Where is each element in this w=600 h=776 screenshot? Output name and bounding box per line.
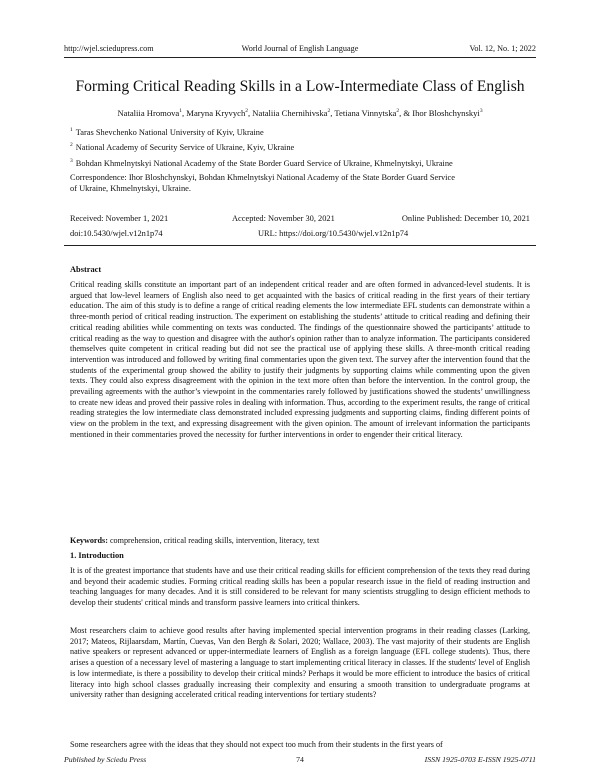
keywords-label: Keywords: [70, 536, 108, 545]
volume-info: Vol. 12, No. 1; 2022 [469, 44, 536, 53]
correspondence-line: Correspondence: Ihor Bloshchynskyi, Bohdan Khmelnytskyi National Academy of the State Border Guard Service [70, 173, 455, 182]
doi: doi:10.5430/wjel.v12n1p74 [70, 229, 163, 238]
author-name: Nataliia Chernihivska [252, 108, 328, 118]
author-affil-mark: 1 [179, 108, 182, 115]
affiliation [70, 156, 536, 169]
abstract-heading: Abstract [70, 265, 102, 274]
affiliation-text: Bohdan Khmelnytskyi National Academy of the State Border Guard Service of Ukraine, Khmelnytskyi, Ukraine [75, 158, 453, 168]
header-rule [64, 57, 536, 58]
doi-url[interactable]: URL: https://doi.org/10.5430/wjel.v12n1p74 [258, 229, 409, 238]
journal-name: World Journal of English Language [241, 44, 359, 53]
paragraph: It is of the greatest importance that students have and use their critical reading skills for efficient comprehension of the texts they read during and beyond their academic studies. Forming critical reading skills has been a popular research issue in the field of reading instruction and teaching languages for many decades. And it is still considered to be relevant for many scientists struggling to design efficient methods to develop their students' critical minds and transform passive learners into critical thinkers. [70, 566, 530, 608]
author-affil-mark: 2 [327, 108, 331, 115]
author-affil-mark: 2 [245, 108, 248, 115]
author-list: Nataliia Hromova$^1$, Maryna Kryvych$^2$, Nataliia Chernihivska$^2$, Tetiana Vinnytska$^2$, & Ihor Bloshchynskyi$^3$ [117, 108, 483, 118]
accepted-date: Accepted: November 30, 2021 [232, 214, 335, 223]
keywords [70, 536, 530, 547]
journal-url[interactable]: http://wjel.sciedupress.com [64, 44, 154, 53]
correspondence-line: of Ukraine, Khmelnytskyi, Ukraine. [70, 184, 191, 193]
author-name: Nataliia Hromova [117, 108, 180, 118]
running-header [64, 44, 536, 56]
affiliation-number: 1 [70, 127, 73, 133]
publisher: Published by Sciedu Press [64, 755, 147, 764]
author-affil-mark: 3 [479, 108, 483, 115]
paragraph: Most researchers claim to achieve good results after having implemented special intervention programs in their reading classes (Larking, 2017; Mateos, Rijlaarsdam, Martín, Cuevas, Van den Bergh & Solari, 2020; Wallace, 2003). The vast majority of their students are English native speakers or represent advanced or upper-intermediate learners of English as a foreign language (EFL college students). Thus, there arises a question of a necessary level of mastering a language to start implementing critical literacy in classes. If the students' level of English is low intermediate, is there a possibility to develop their critical minds? Perhaps it would be more efficient to introduce the basics of critical literacy into high school classes gradually increasing their complexity and ensuring a smooth transition to undergraduate programs at university rather than designing accelerated critical reading interventions for tertiary students? [70, 626, 530, 700]
meta-rule [64, 245, 536, 246]
affiliation-text: Taras Shevchenko National University of Kyiv, Ukraine [75, 127, 264, 137]
author-name: Maryna Kryvych [186, 108, 246, 118]
affiliation-number: 2 [70, 142, 73, 148]
author-affil-mark: 2 [396, 108, 400, 115]
keywords-text: comprehension, critical reading skills, intervention, literacy, text [107, 536, 320, 545]
paper-title: Forming Critical Reading Skills in a Low-Intermediate Class of English [75, 78, 525, 95]
affiliation-number: 3 [70, 158, 73, 164]
published-date: Online Published: December 10, 2021 [401, 214, 530, 223]
affiliation [70, 140, 536, 153]
introduction-heading: 1. Introduction [70, 551, 124, 560]
author-name: Tetiana Vinnytska [334, 108, 397, 118]
affiliation-text: National Academy of Security Service of Ukraine, Kyiv, Ukraine [75, 142, 295, 152]
paragraph: Some researchers agree with the ideas that they should not expect too much from their students in the first years of [70, 740, 443, 749]
issn: ISSN 1925-0703 E-ISSN 1925-0711 [424, 755, 536, 764]
received-date: Received: November 1, 2021 [70, 214, 169, 223]
abstract-text: Critical reading skills constitute an important part of an independent critical reader and are often formed in advanced-level students. It is argued that low-level learners of English also need to get acquainted with the basics of critical reading in the first years of their tertiary education. The aim of this study is to define a range of critical reading elements the low intermediate EFL students can demonstrate within a three-month period of critical reading instruction. The experiment on establishing the students’ attitude to critical reading and defining their critical reading abilities while commenting on texts was conducted. The findings of the questionnaire showed the participants’ attitude to critical reading as the way to question and disagree with the author's opinion rather than to analyze information. The participants considered themselves quite competent in critical reading but did not see the practical use of applying these skills. A three-month critical reading intervention was introduced and followed by writing final commentaries upon the given text. The survey after the intervention found that the students of the experimental group showed the ability to justify their judgments by supporting claims while commenting upon the given texts. They could also express disagreement with the opinion in the text more often than before the intervention. In the control group, the prevailing agreements with the author’s viewpoint in the commentaries rarely followed by justifications showed the students’ unwillingness to create new ideas and proved their passive roles in dealing with information. Thus, according to the experiment results, the range of critical reading strategies the low intermediate class demonstrated included expressing judgments and supporting claims, finding different points of view on the problem in the text, and expressing disagreement with the given opinion. The amount of irrelevant information the participants mentioned in their commentaries proved the necessity for further interventions in order to engender their critical literacy. [70, 280, 530, 439]
correspondence [70, 172, 536, 194]
affiliation [70, 125, 536, 138]
author-name: Ihor Bloshchynskyi [412, 108, 480, 118]
page-number: 74 [296, 755, 304, 764]
